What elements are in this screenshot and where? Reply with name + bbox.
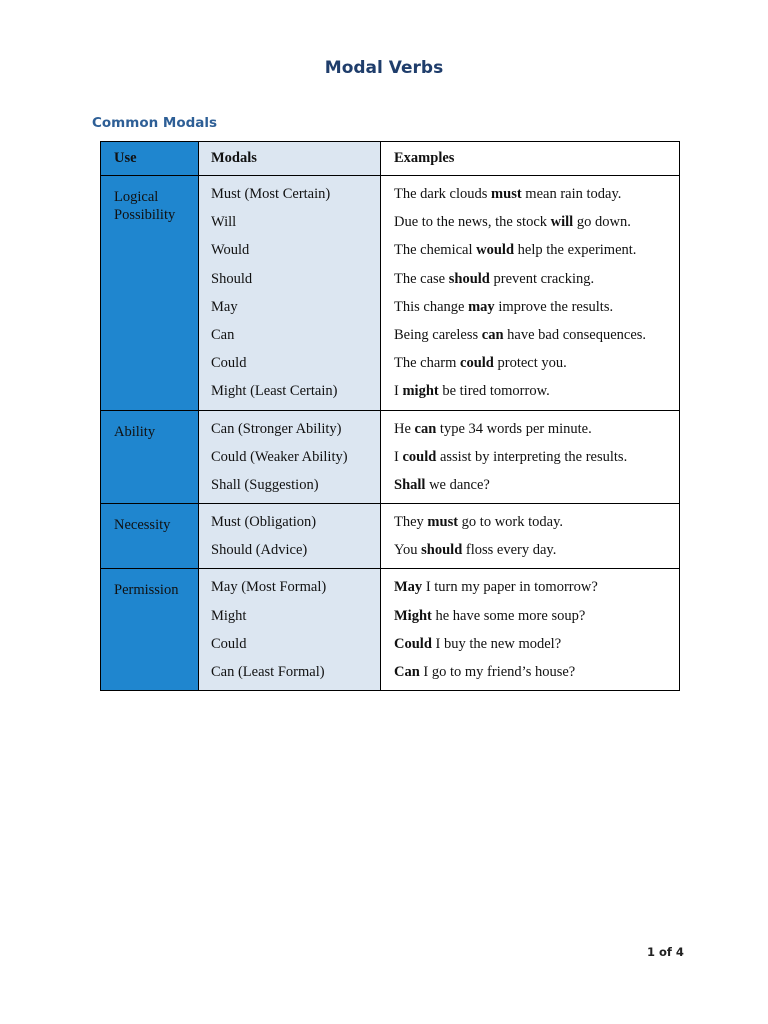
section-heading: Common Modals xyxy=(92,115,218,131)
use-cell xyxy=(101,410,199,504)
page-number: 1 of 4 xyxy=(647,945,684,959)
example-sentence xyxy=(394,602,679,630)
example-modal-bold: May xyxy=(394,579,423,596)
example-text: assist by interpreting the results. xyxy=(436,448,628,465)
example-sentence xyxy=(394,658,679,686)
modal-item: Must (Obligation) xyxy=(211,514,317,531)
example-text: floss every day. xyxy=(462,542,557,559)
example-text: type 34 words per minute. xyxy=(436,420,592,437)
modal-item: Should (Advice) xyxy=(211,542,308,559)
example-text: I xyxy=(394,383,403,400)
examples-cell xyxy=(381,504,680,569)
example-modal-bold: would xyxy=(476,242,515,259)
modal-item: Could xyxy=(211,355,247,372)
example-text: be tired tomorrow. xyxy=(438,383,550,400)
example-sentence xyxy=(394,536,679,564)
modal-item: Will xyxy=(211,214,237,231)
modal-item: May (Most Formal) xyxy=(211,579,327,596)
example-modal-bold: Can xyxy=(394,664,420,680)
examples-cell xyxy=(381,176,680,411)
example-text: go to work today. xyxy=(458,514,564,531)
page-title: Modal Verbs xyxy=(324,58,444,78)
example-modal-bold: can xyxy=(481,326,504,343)
examples-cell xyxy=(381,569,680,691)
example-sentence xyxy=(394,321,679,349)
use-cell xyxy=(101,504,199,569)
example-modal-bold: may xyxy=(468,298,495,315)
example-text: The chemical xyxy=(394,242,477,259)
table-row xyxy=(101,176,680,411)
modals-cell xyxy=(199,176,381,411)
example-sentence xyxy=(394,508,679,536)
header-examples: Examples xyxy=(381,142,680,176)
example-text: mean rain today. xyxy=(521,186,622,202)
example-sentence xyxy=(394,293,679,321)
example-text: I buy the new model? xyxy=(431,635,562,652)
example-text: help the experiment. xyxy=(514,242,637,259)
example-sentence xyxy=(394,265,679,293)
example-modal-bold: can xyxy=(414,420,437,437)
example-modal-bold: could xyxy=(402,448,437,465)
example-text: improve the results. xyxy=(494,298,614,315)
modal-item: Might xyxy=(211,607,247,624)
example-text: They xyxy=(394,514,428,531)
example-modal-bold: Shall xyxy=(394,476,426,493)
example-sentence xyxy=(394,236,679,264)
example-sentence xyxy=(394,377,679,405)
example-text: The case xyxy=(394,270,449,287)
example-modal-bold: could xyxy=(460,355,494,372)
example-sentence xyxy=(394,208,679,236)
use-cell xyxy=(101,569,199,691)
example-modal-bold: should xyxy=(448,270,490,287)
example-text: Due to the news, the stock xyxy=(394,214,551,231)
modals-cell xyxy=(199,410,381,504)
modal-item: May xyxy=(211,298,238,315)
example-modal-bold: should xyxy=(421,542,463,559)
example-sentence xyxy=(394,573,679,601)
modal-item: Can xyxy=(211,326,235,343)
example-text: I xyxy=(394,448,403,465)
modal-item: Might (Least Certain) xyxy=(211,383,338,400)
header-modals: Modals xyxy=(199,142,381,176)
example-sentence xyxy=(394,349,679,377)
modals-cell xyxy=(199,569,381,691)
table-row xyxy=(101,410,680,504)
example-modal-bold: might xyxy=(402,383,439,400)
example-modal-bold: must xyxy=(427,514,459,531)
modal-item: Could xyxy=(211,635,247,652)
modal-item: Would xyxy=(211,242,250,259)
example-text: we dance? xyxy=(425,476,490,493)
modals-cell xyxy=(199,504,381,569)
use-label: Necessity xyxy=(114,517,171,534)
examples-cell xyxy=(381,410,680,504)
example-sentence xyxy=(394,443,679,471)
example-sentence xyxy=(394,180,679,208)
modal-item: Can (Least Formal) xyxy=(211,664,325,680)
use-label: Logical Possibility xyxy=(114,189,176,223)
example-text: go down. xyxy=(573,214,631,231)
example-text: You xyxy=(394,542,422,559)
modal-item: Shall (Suggestion) xyxy=(211,476,319,493)
table-header-row xyxy=(101,142,680,176)
example-sentence xyxy=(394,471,679,499)
example-text: protect you. xyxy=(493,355,567,372)
example-sentence xyxy=(394,415,679,443)
use-label: Ability xyxy=(114,423,156,440)
table-row xyxy=(101,504,680,569)
header-use: Use xyxy=(101,142,199,176)
example-text: have bad consequences. xyxy=(503,326,647,343)
example-text: The dark clouds xyxy=(394,186,492,202)
example-sentence xyxy=(394,630,679,658)
modal-item: Should xyxy=(211,270,253,287)
example-modal-bold: Might xyxy=(394,607,432,624)
use-label: Permission xyxy=(114,582,179,599)
modal-item: Must (Most Certain) xyxy=(211,186,331,202)
example-text: he have some more soup? xyxy=(431,607,586,624)
example-text: prevent cracking. xyxy=(489,270,595,287)
example-text: This change xyxy=(394,298,469,315)
modal-item: Could (Weaker Ability) xyxy=(211,448,348,465)
example-modal-bold: must xyxy=(491,186,522,202)
table-row xyxy=(101,569,680,691)
example-text: He xyxy=(394,420,415,437)
example-modal-bold: Could xyxy=(394,635,432,652)
modal-item: Can (Stronger Ability) xyxy=(211,420,342,437)
modals-table xyxy=(100,141,680,691)
example-text: I go to my friend’s house? xyxy=(419,664,576,680)
example-modal-bold: will xyxy=(550,214,574,231)
example-text: Being careless xyxy=(394,326,482,343)
example-text: The charm xyxy=(394,355,461,372)
use-cell xyxy=(101,176,199,411)
example-text: I turn my paper in tomorrow? xyxy=(422,579,598,596)
